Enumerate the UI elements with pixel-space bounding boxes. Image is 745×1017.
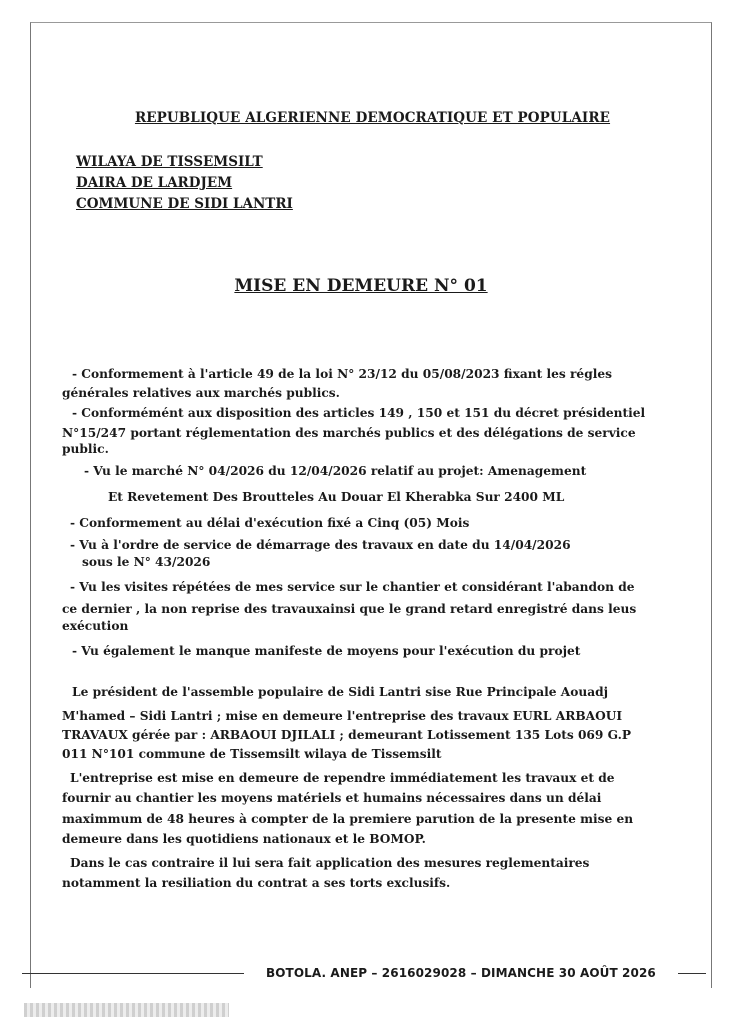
paragraph-line: - Vu les visites répétées de mes service sur le chantier et considérant l'abandon de — [70, 580, 635, 594]
commune-line: COMMUNE DE SIDI LANTRI — [76, 196, 293, 212]
footer-rule-left — [22, 973, 244, 974]
paragraph-line: N°15/247 portant réglementation des marchés publics et des délégations de service — [62, 426, 636, 440]
scan-artifact — [24, 1003, 229, 1017]
paragraph-line: exécution — [62, 619, 129, 633]
paragraph-line: Dans le cas contraire il lui sera fait application des mesures reglementaires — [70, 856, 590, 870]
paragraph-line: - Vu à l'ordre de service de démarrage des travaux en date du 14/04/2026 — [70, 538, 571, 552]
paragraph-line: sous le N° 43/2026 — [82, 555, 211, 569]
paragraph-line: maximmum de 48 heures à compter de la premiere parution de la presente mise en — [62, 812, 634, 826]
paragraph-line: ce dernier , la non reprise des travauxainsi que le grand retard enregistré dans leus — [62, 602, 637, 616]
paragraph-line: public. — [62, 442, 109, 456]
paragraph-line: Et Revetement Des Broutteles Au Douar El Kherabka Sur 2400 ML — [108, 490, 565, 504]
administrative-header — [76, 152, 293, 215]
paragraph-line: - Vu le marché N° 04/2026 du 12/04/2026 relatif au projet: Amenagement — [84, 464, 587, 478]
paragraph-line: demeure dans les quotidiens nationaux et le BOMOP. — [62, 832, 426, 846]
paragraph-line: générales relatives aux marchés publics. — [62, 386, 340, 400]
wilaya-line: WILAYA DE TISSEMSILT — [76, 154, 263, 170]
document-title: MISE EN DEMEURE N° 01 — [234, 276, 488, 296]
paragraph-line: M'hamed – Sidi Lantri ; mise en demeure l'entreprise des travaux EURL ARBAOUI — [62, 709, 623, 723]
paragraph-line: Le président de l'assemble populaire de Sidi Lantri sise Rue Principale Aouadj — [72, 685, 609, 699]
footer-publication-info: BOTOLA. ANEP – 2616029028 – DIMANCHE 30 AOÛT 2026 — [266, 966, 656, 980]
paragraph-line: notamment la resiliation du contrat a ses torts exclusifs. — [62, 876, 451, 890]
paragraph-line: - Vu également le manque manifeste de moyens pour l'exécution du projet — [72, 644, 581, 658]
paragraph-line: 011 N°101 commune de Tissemsilt wilaya de Tissemsilt — [62, 747, 442, 761]
paragraph-line: TRAVAUX gérée par : ARBAOUI DJILALI ; demeurant Lotissement 135 Lots 069 G.P — [62, 728, 632, 742]
paragraph-line: fournir au chantier les moyens matériels et humains nécessaires dans un délai — [62, 791, 602, 805]
republique-header: REPUBLIQUE ALGERIENNE DEMOCRATIQUE ET POPULAIRE — [134, 110, 611, 126]
paragraph-line: - Conformement à l'article 49 de la loi N° 23/12 du 05/08/2023 fixant les régles — [72, 367, 612, 381]
paragraph-line: L'entreprise est mise en demeure de rependre immédiatement les travaux et de — [70, 771, 615, 785]
footer-rule-right — [678, 973, 706, 974]
daira-line: DAIRA DE LARDJEM — [76, 175, 233, 191]
paragraph-line: - Conformémént aux disposition des articles 149 , 150 et 151 du décret présidentiel — [72, 406, 646, 420]
paragraph-line: - Conformement au délai d'exécution fixé a Cinq (05) Mois — [70, 516, 470, 530]
